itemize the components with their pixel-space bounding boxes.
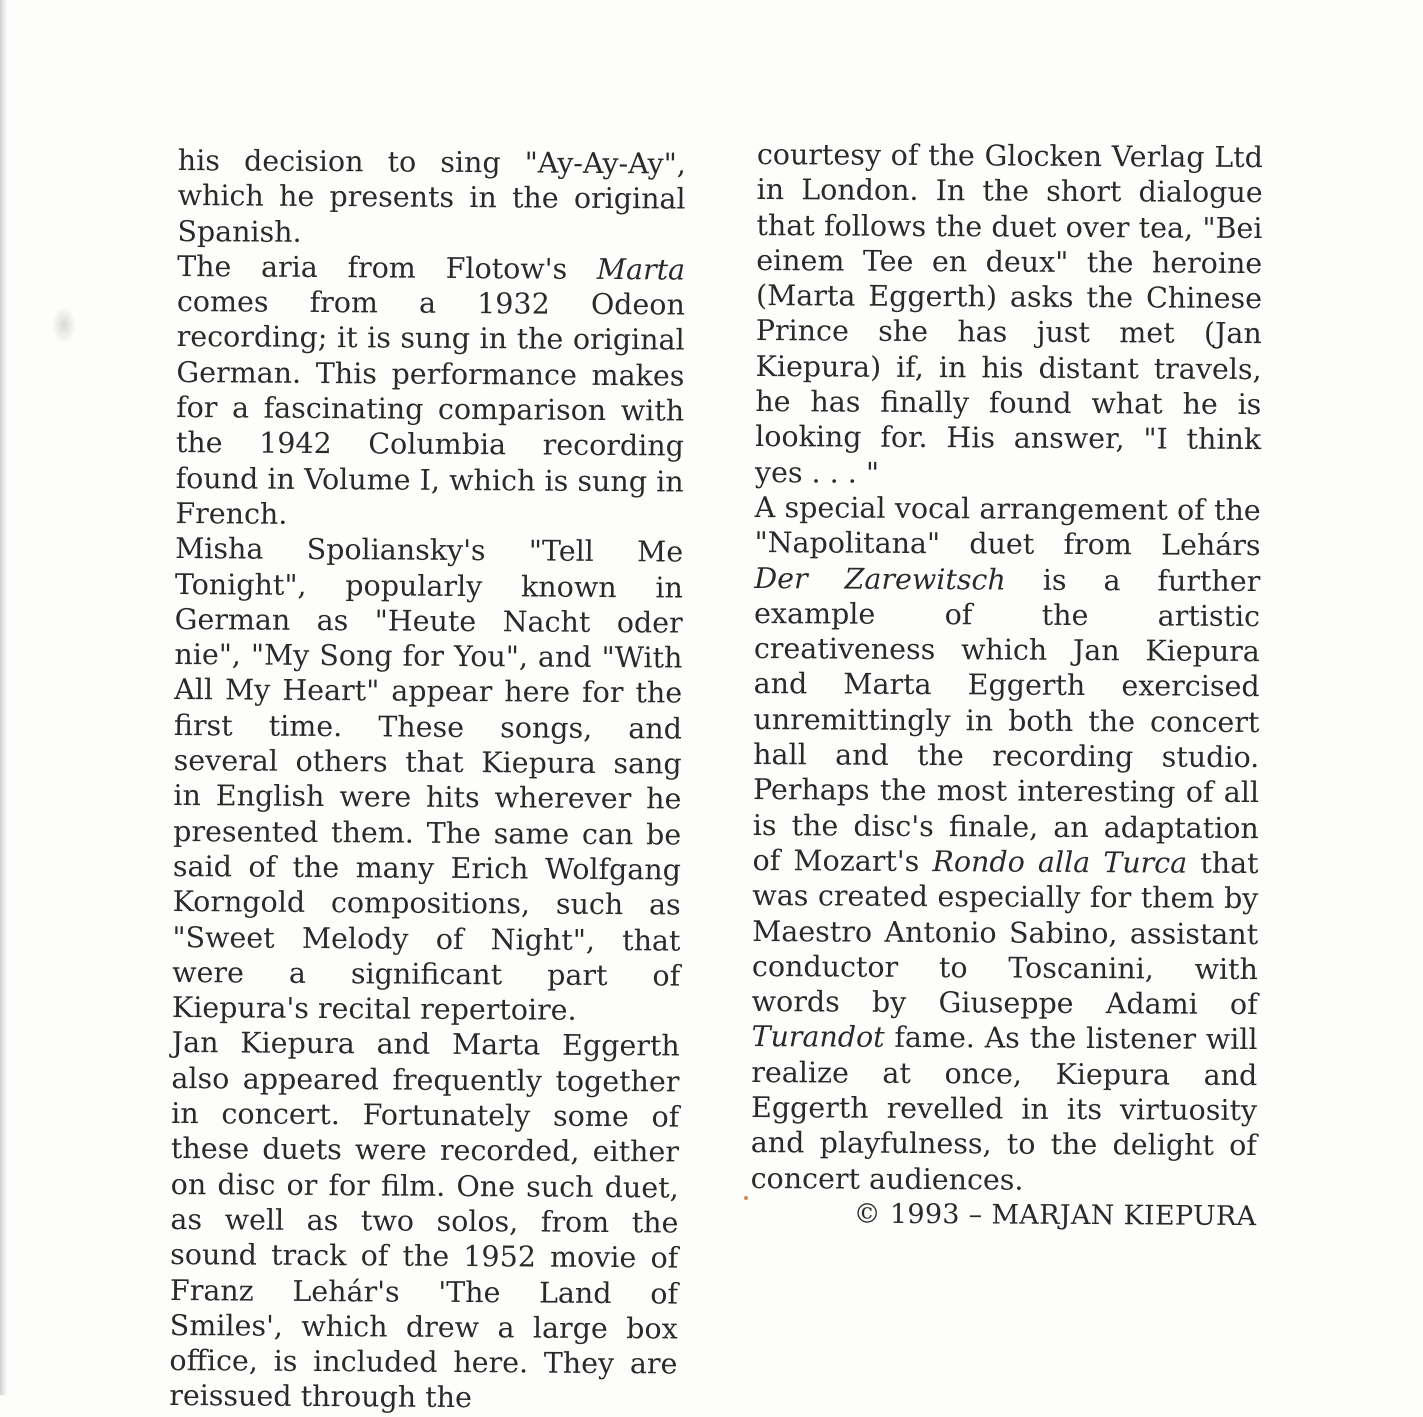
text-run: courtesy of the Glocken Verlag Ltd in London. In the short dialogue that follows the duet over tea, "Bei einem Tee en deux" the heroine (Marta Eggerth) asks the Chinese Prince she has just met (Jan Kiepura) if, in his distant travels, he has finally found what he is looking for. His answer, "I think yes . . . " (754, 137, 1263, 490)
right-text-column (750, 137, 1263, 1234)
paper-smudge (52, 306, 76, 344)
paragraph (751, 490, 1261, 1199)
text-run: is a further example of the artistic creativeness which Jan Kiepura and Marta Eggerth exercised unremittingly in both the concert hall and the recording studio. Perhaps the most interesting of all is the disc's finale, an adaptation of Mozart's (752, 563, 1261, 879)
text-run: his decision to sing "Ay-Ay-Ay", which he presents in the original Spanish. (177, 143, 686, 249)
text-run: A special vocal arrangement of the "Napolitana" duet from Lehárs (754, 490, 1261, 563)
text-run: that was created especially for them by Maestro Antonio Sabino, assistant conductor to Toscanini, with words by Giuseppe Adami of (751, 846, 1259, 1022)
italic-title: Marta (596, 252, 686, 287)
text-run: comes from a 1932 Odeon recording; it is sung in the original German. This performance makes for a fascinating comparison with the 1942 Columbia recording found in Volume I, which is sung in French. (175, 285, 685, 531)
ink-speck (744, 1196, 748, 1200)
paragraph (169, 1025, 680, 1417)
text-run: Misha Spoliansky's "Tell Me Tonight", popularly known in German as "Heute Nacht oder nie", "My Song for You", and "With All My Heart" appear here for the first time. These songs, and several others that Kiepura sang in English were hits wherever he presented them. The same can be said of the many Erich Wolfgang Korngold compositions, such as "Sweet Melody of Night", that were a significant part of Kiepura's recital repertoire. (171, 532, 684, 1027)
text-run: fame. As the listener will realize at once, Kiepura and Eggerth revelled in its virtuosity and playfulness, to the delight of concert audiences. (750, 1021, 1258, 1197)
italic-title: Turandot (751, 1020, 885, 1055)
paragraph (177, 143, 686, 252)
text-run: Jan Kiepura and Marta Eggerth also appeared frequently together in concert. Fortunately some of these duets were recorded, either on disc or for film. One such duet, as well as two solos, from the sound track of the 1952 movie of Franz Lehár's 'The Land of Smiles', which drew a large box office, is included here. They are reissued through the (169, 1026, 680, 1415)
paragraph (175, 249, 685, 535)
italic-title: Rondo alla Turca (932, 845, 1188, 880)
left-text-column (169, 143, 686, 1417)
paragraph (755, 137, 1263, 493)
page-edge-shadow (0, 0, 7, 1395)
copyright-signature: © 1993 – MARJAN KIEPURA (853, 1198, 1257, 1232)
italic-title: Der Zarewitsch (754, 561, 1006, 597)
text-run: The aria from Flotow's (177, 249, 597, 286)
paragraph (172, 531, 683, 1029)
